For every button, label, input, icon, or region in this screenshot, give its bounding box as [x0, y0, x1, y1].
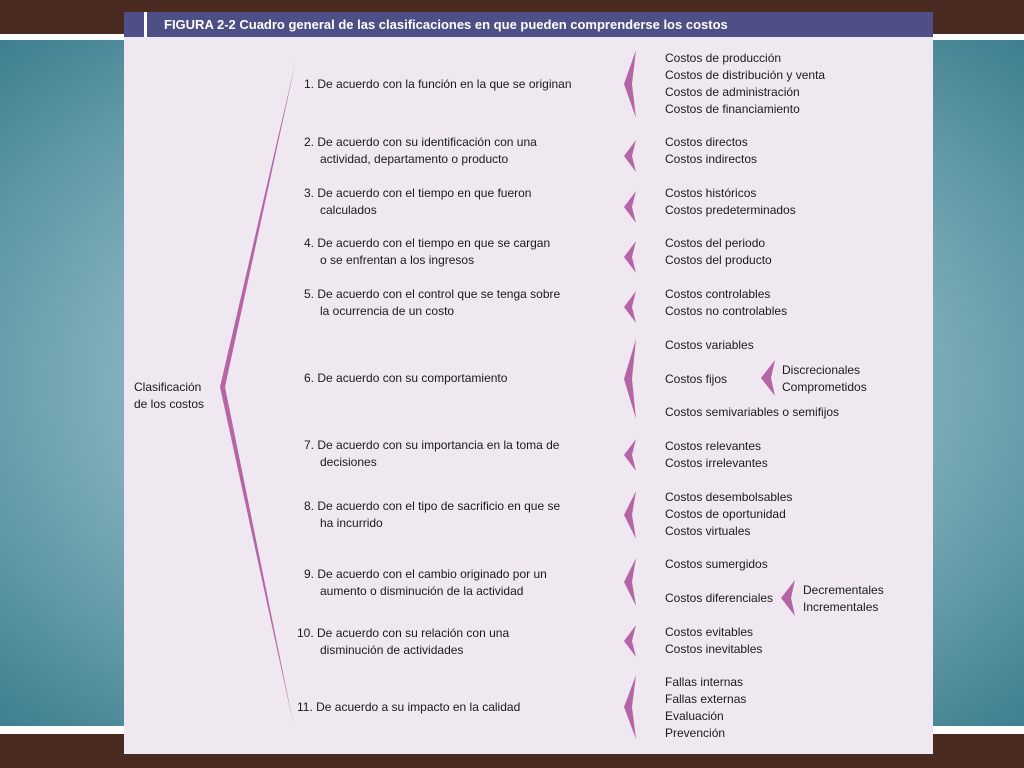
criterion-line: 1. De acuerdo con la función en la que se originan	[304, 77, 572, 91]
criterion-line: aumento o disminución de la actividad	[320, 584, 524, 598]
cost-subitem: Comprometidos	[782, 380, 867, 394]
cost-group-7	[665, 438, 768, 472]
cost-item: Costos no controlables	[665, 304, 788, 318]
criterion-2	[304, 134, 537, 168]
brace-arrow-6	[624, 339, 636, 419]
cost-group-11	[665, 674, 746, 742]
criterion-line: 8. De acuerdo con el tipo de sacrificio en que se	[304, 499, 561, 513]
criterion-line: decisiones	[320, 455, 377, 469]
cost-item: Costos sumergidos	[665, 557, 768, 571]
criterion-6	[304, 370, 507, 387]
cost-item: Costos virtuales	[665, 524, 751, 538]
brace-arrow-11	[624, 675, 636, 739]
criterion-line: 3. De acuerdo con el tiempo en que fueron	[304, 186, 532, 200]
cost-item: Costos controlables	[665, 287, 771, 301]
criterion-9	[304, 566, 547, 600]
cost-group-6c	[665, 404, 839, 421]
cost-group-6b	[665, 371, 727, 388]
criterion-line: 7. De acuerdo con su importancia en la toma de	[304, 438, 560, 452]
cost-item: Prevención	[665, 726, 726, 740]
cost-group-8	[665, 489, 792, 540]
cost-item: Costos variables	[665, 338, 754, 352]
cost-item: Costos semivariables o semifijos	[665, 405, 840, 419]
cost-item: Costos de administración	[665, 85, 800, 99]
criterion-10	[297, 625, 509, 659]
criterion-3	[304, 185, 531, 219]
cost-item: Fallas externas	[665, 692, 747, 706]
criterion-line: disminución de actividades	[320, 643, 464, 657]
criterion-1	[304, 76, 572, 93]
brace-arrow-3	[624, 191, 636, 223]
criterion-line: o se enfrentan a los ingresos	[320, 253, 475, 267]
cost-item: Costos directos	[665, 135, 748, 149]
criterion-5	[304, 286, 560, 320]
brace-arrow-13	[781, 580, 795, 616]
root-label-line: Clasificación	[134, 380, 202, 394]
cost-group-10	[665, 624, 762, 658]
brace-arrow-1	[624, 50, 636, 118]
criterion-line: 4. De acuerdo con el tiempo en que se cargan	[304, 236, 551, 250]
cost-item: Costos históricos	[665, 186, 757, 200]
cost-group-3	[665, 185, 796, 219]
cost-group-2	[665, 134, 757, 168]
cost-item: Costos inevitables	[665, 642, 763, 656]
cost-subitem: Decrementales	[803, 583, 884, 597]
cost-subitem: Incrementales	[803, 600, 879, 614]
cost-group-9a	[665, 556, 768, 573]
cost-item: Fallas internas	[665, 675, 744, 689]
brace-arrow-4	[624, 241, 636, 273]
cost-item: Costos fijos	[665, 372, 728, 386]
criterion-4	[304, 235, 550, 269]
criterion-8	[304, 498, 560, 532]
criterion-line: 9. De acuerdo con el cambio originado por un	[304, 567, 547, 581]
cost-group-5	[665, 286, 787, 320]
cost-item: Costos irrelevantes	[665, 456, 768, 470]
figure-title: FIGURA 2-2 Cuadro general de las clasificaciones en que pueden comprenderse los costos	[164, 17, 728, 32]
differential-cost-subtypes	[803, 582, 884, 616]
criterion-line: 10. De acuerdo con su relación con una	[297, 626, 510, 640]
figure-panel	[124, 12, 933, 754]
cost-item: Costos diferenciales	[665, 591, 774, 605]
cost-group-6a	[665, 337, 754, 354]
root-label-line: de los costos	[134, 397, 205, 411]
cost-item: Costos de distribución y venta	[665, 68, 826, 82]
cost-item: Costos del periodo	[665, 236, 766, 250]
criterion-line: 2. De acuerdo con su identificación con una	[304, 135, 537, 149]
cost-item: Costos desembolsables	[665, 490, 793, 504]
fixed-cost-subtypes	[782, 362, 867, 396]
cost-item: Costos de oportunidad	[665, 507, 786, 521]
cost-group-1	[665, 50, 825, 118]
cost-item: Costos de financiamiento	[665, 102, 800, 116]
criterion-line: 6. De acuerdo con su comportamiento	[304, 371, 508, 385]
brace-arrow-2	[624, 140, 636, 172]
cost-item: Costos predeterminados	[665, 203, 796, 217]
criterion-line: actividad, departamento o producto	[320, 152, 509, 166]
cost-item: Costos de producción	[665, 51, 782, 65]
criterion-line: 11. De acuerdo a su impacto en la calidad	[297, 700, 521, 714]
cost-item: Costos indirectos	[665, 152, 758, 166]
cost-group-9b	[665, 590, 773, 607]
brace-arrow-10	[624, 625, 636, 657]
cost-group-4	[665, 235, 772, 269]
main-brace	[220, 60, 296, 727]
criterion-11	[297, 699, 520, 716]
cost-item: Evaluación	[665, 709, 724, 723]
criterion-line: 5. De acuerdo con el control que se tenga sobre	[304, 287, 561, 301]
criterion-line: ha incurrido	[320, 516, 383, 530]
criterion-line: la ocurrencia de un costo	[320, 304, 455, 318]
brace-arrow-12	[761, 360, 775, 396]
criterion-7	[304, 437, 559, 471]
cost-subitem: Discrecionales	[782, 363, 861, 377]
brace-arrow-8	[624, 491, 636, 539]
root-label	[134, 379, 204, 413]
criterion-line: calculados	[320, 203, 377, 217]
brace-arrow-9	[624, 558, 636, 606]
brace-arrow-5	[624, 291, 636, 323]
cost-item: Costos evitables	[665, 625, 754, 639]
cost-item: Costos del producto	[665, 253, 772, 267]
brace-arrow-7	[624, 439, 636, 471]
cost-item: Costos relevantes	[665, 439, 762, 453]
